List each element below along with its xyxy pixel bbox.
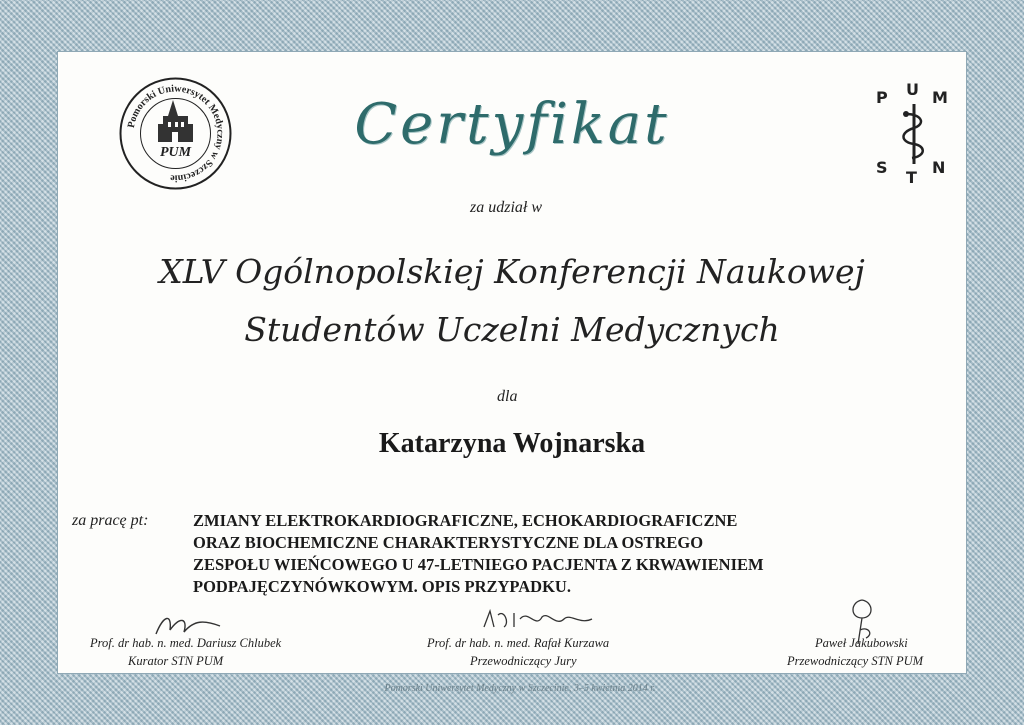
conference-name-line1: XLV Ogólnopolskiej Konferencji Naukowej [159,252,865,291]
work-title-line: PODPAJĘCZYNÓWKOWYM. OPIS PRZYPADKU. [193,577,571,596]
work-title-line: ORAZ BIOCHEMICZNE CHARAKTERYSTYCZNE DLA OSTREGO [193,533,704,552]
stn-logo-letter: U [906,80,919,99]
work-title-line: ZESPOŁU WIEŃCOWEGO U 47-LETNIEGO PACJENTA Z KRWAWIENIEM [193,555,764,574]
aesculapius-staff-icon [886,102,942,166]
recipient-name: Katarzyna Wojnarska [378,428,646,459]
stn-pum-logo [868,80,960,190]
signatory-name: Paweł Jakubowski [815,636,908,650]
certificate-footer: Pomorski Uniwersytet Medyczny w Szczecinie, 3–5 kwietnia 2014 r. [384,683,656,694]
signature-mark [480,605,600,637]
stn-logo-letter: M [932,88,948,107]
stn-logo-letter: S [876,158,888,177]
signatory-name: Prof. dr hab. n. med. Dariusz Chlubek [90,636,282,650]
signatory-role: Kurator STN PUM [128,654,224,668]
stn-logo-letter: T [906,168,917,187]
signatory-name: Prof. dr hab. n. med. Rafał Kurzawa [427,636,610,650]
work-label: za pracę pt: [72,512,149,529]
stn-logo-letter: P [876,88,888,107]
work-title-line: ZMIANY ELEKTROKARDIOGRAFICZNE, ECHOKARDIOGRAFICZNE [193,511,738,530]
university-seal-icon [118,76,233,191]
stn-logo-letter: N [932,158,946,177]
signatory-role: Przewodniczący Jury [470,654,577,668]
work-title [193,510,893,598]
seal-center-text: PUM [159,145,192,160]
seal-ring-text: Pomorski Uniwersytet Medyczny w Szczecinie [125,83,226,184]
participation-intro: za udział w [470,199,543,216]
signatory-role: Przewodniczący STN PUM [787,654,924,668]
conference-name-line2: Studentów Uczelni Medycznych [244,310,780,349]
for-label: dla [497,388,518,405]
certificate-title: Certyfikat [354,92,670,157]
